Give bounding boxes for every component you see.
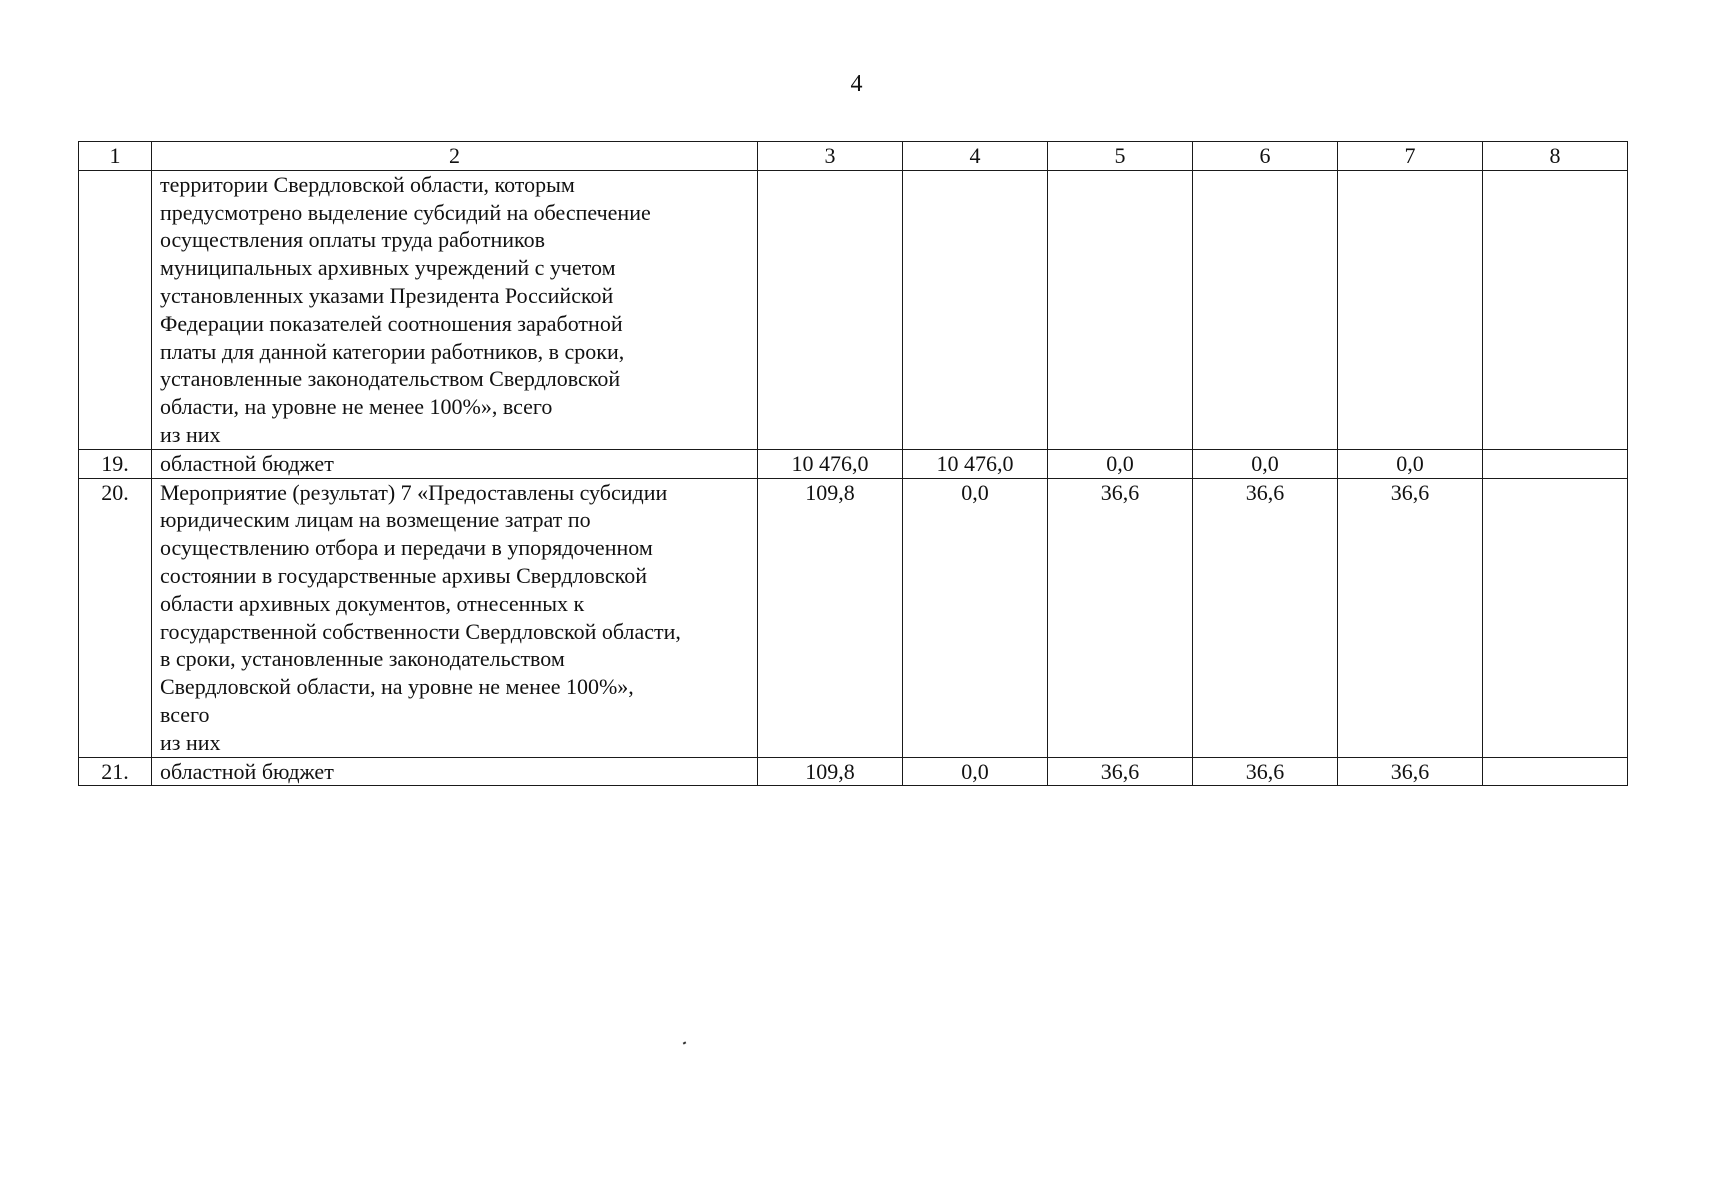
header-cell: 5 bbox=[1048, 142, 1193, 171]
header-cell: 7 bbox=[1338, 142, 1483, 171]
header-cell: 8 bbox=[1483, 142, 1628, 171]
description-line: осуществления оплаты труда работников bbox=[160, 227, 545, 253]
header-cell: 3 bbox=[758, 142, 903, 171]
row-number: 20. bbox=[79, 478, 152, 757]
description-line: установленных указами Президента Российской bbox=[160, 282, 614, 308]
description-line: областной бюджет bbox=[160, 758, 334, 784]
header-cell: 2 bbox=[152, 142, 758, 171]
value-cell bbox=[1193, 170, 1338, 449]
description-line: юридическим лицам на возмещение затрат по bbox=[160, 507, 591, 533]
value-cell: 36,6 bbox=[1193, 757, 1338, 786]
value-cell bbox=[758, 170, 903, 449]
description-line: областной бюджет bbox=[160, 450, 334, 476]
table-row bbox=[79, 757, 1628, 786]
description-line: в сроки, установленные законодательством bbox=[160, 646, 565, 672]
description-line: Свердловской области, на уровне не менее 100%», bbox=[160, 674, 634, 700]
row-number bbox=[79, 170, 152, 449]
value-cell bbox=[1483, 170, 1628, 449]
value-cell bbox=[1338, 170, 1483, 449]
value-cell bbox=[1048, 170, 1193, 449]
row-description bbox=[152, 170, 758, 449]
description-line: предусмотрено выделение субсидий на обеспечение bbox=[160, 199, 651, 225]
description-line: области архивных документов, отнесенных к bbox=[160, 590, 585, 616]
description-line: установленные законодательством Свердловской bbox=[160, 366, 621, 392]
description-line: территории Свердловской области, которым bbox=[160, 171, 575, 197]
description-line: из них bbox=[160, 421, 221, 447]
description-line: всего bbox=[160, 701, 210, 727]
value-cell: 10 476,0 bbox=[758, 449, 903, 478]
description-line: Федерации показателей соотношения заработной bbox=[160, 310, 623, 336]
scan-speck bbox=[683, 1041, 687, 1044]
header-cell: 6 bbox=[1193, 142, 1338, 171]
value-cell: 109,8 bbox=[758, 757, 903, 786]
description-line: осуществлению отбора и передачи в упорядоченном bbox=[160, 535, 653, 561]
value-cell bbox=[1483, 449, 1628, 478]
value-cell: 36,6 bbox=[1193, 478, 1338, 757]
value-cell: 10 476,0 bbox=[903, 449, 1048, 478]
header-row bbox=[79, 142, 1628, 171]
value-cell bbox=[1483, 478, 1628, 757]
value-cell: 0,0 bbox=[1193, 449, 1338, 478]
description-line: государственной собственности Свердловской области, bbox=[160, 618, 681, 644]
value-cell: 36,6 bbox=[1048, 757, 1193, 786]
description-line: Мероприятие (результат) 7 «Предоставлены субсидии bbox=[160, 479, 668, 505]
value-cell bbox=[1483, 757, 1628, 786]
description-line: состоянии в государственные архивы Свердловской bbox=[160, 562, 648, 588]
value-cell: 109,8 bbox=[758, 478, 903, 757]
value-cell: 0,0 bbox=[903, 478, 1048, 757]
table-row bbox=[79, 170, 1628, 449]
row-description bbox=[152, 449, 758, 478]
description-line: платы для данной категории работников, в сроки, bbox=[160, 338, 625, 364]
value-cell: 36,6 bbox=[1338, 757, 1483, 786]
value-cell bbox=[903, 170, 1048, 449]
row-number: 19. bbox=[79, 449, 152, 478]
row-description bbox=[152, 757, 758, 786]
page-number: 4 bbox=[850, 71, 863, 97]
row-number: 21. bbox=[79, 757, 152, 786]
value-cell: 0,0 bbox=[1338, 449, 1483, 478]
budget-table bbox=[78, 141, 1628, 786]
description-line: из них bbox=[160, 729, 221, 755]
table-row bbox=[79, 478, 1628, 757]
description-line: области, на уровне не менее 100%», всего bbox=[160, 394, 553, 420]
value-cell: 36,6 bbox=[1048, 478, 1193, 757]
header-cell: 4 bbox=[903, 142, 1048, 171]
value-cell: 0,0 bbox=[903, 757, 1048, 786]
header-cell: 1 bbox=[79, 142, 152, 171]
table-row bbox=[79, 449, 1628, 478]
description-line: муниципальных архивных учреждений с учетом bbox=[160, 255, 616, 281]
value-cell: 0,0 bbox=[1048, 449, 1193, 478]
value-cell: 36,6 bbox=[1338, 478, 1483, 757]
row-description bbox=[152, 478, 758, 757]
